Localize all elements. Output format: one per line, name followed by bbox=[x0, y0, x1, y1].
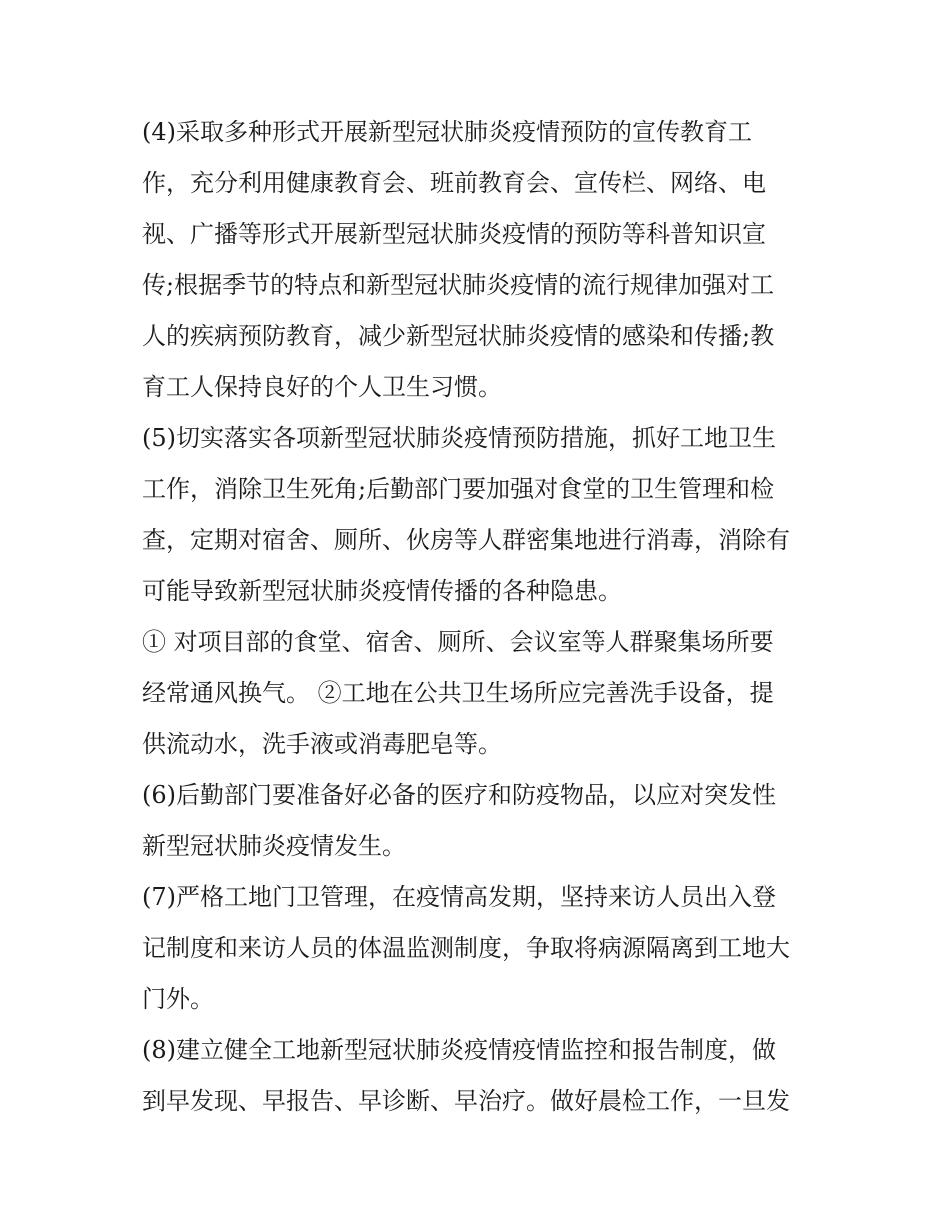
text-line: 作，充分利用健康教育会、班前教育会、宣传栏、网络、电 bbox=[142, 169, 766, 197]
text-line: 视、广播等形式开展新型冠状肺炎疫情的预防等科普知识宣 bbox=[142, 220, 766, 248]
text-line: 到早发现、早报告、早诊断、早治疗。做好晨检工作，一旦发 bbox=[142, 1087, 790, 1115]
text-line: 查，定期对宿舍、厕所、伙房等人群密集地进行消毒，消除有 bbox=[142, 526, 790, 554]
text-line: ① 对项目部的食堂、宿舍、厕所、会议室等人群聚集场所要 bbox=[142, 628, 774, 656]
text-line: 供流动水，洗手液或消毒肥皂等。 bbox=[142, 730, 502, 758]
text-line: (4)采取多种形式开展新型冠状肺炎疫情预防的宣传教育工 bbox=[142, 118, 752, 146]
text-line: 人的疾病预防教育，减少新型冠状肺炎疫情的感染和传播;教 bbox=[142, 322, 775, 350]
text-line: (6)后勤部门要准备好必备的医疗和防疫物品，以应对突发性 bbox=[142, 781, 776, 809]
document-body bbox=[142, 107, 832, 1127]
text-line: 门外。 bbox=[142, 985, 214, 1013]
text-line: 可能导致新型冠状肺炎疫情传播的各种隐患。 bbox=[142, 577, 622, 605]
text-line: 经常通风换气。 ②工地在公共卫生场所应完善洗手设备，提 bbox=[142, 679, 774, 707]
text-line: 工作，消除卫生死角;后勤部门要加强对食堂的卫生管理和检 bbox=[142, 475, 775, 503]
text-line: (8)建立健全工地新型冠状肺炎疫情疫情监控和报告制度，做 bbox=[142, 1036, 776, 1064]
text-line: 传;根据季节的特点和新型冠状肺炎疫情的流行规律加强对工 bbox=[142, 271, 775, 299]
text-line: (7)严格工地门卫管理，在疫情高发期，坚持来访人员出入登 bbox=[142, 883, 776, 911]
text-line: 记制度和来访人员的体温监测制度，争取将病源隔离到工地大 bbox=[142, 934, 790, 962]
text-line: 育工人保持良好的个人卫生习惯。 bbox=[142, 373, 502, 401]
text-line: (5)切实落实各项新型冠状肺炎疫情预防措施，抓好工地卫生 bbox=[142, 424, 776, 452]
text-line: 新型冠状肺炎疫情发生。 bbox=[142, 832, 406, 860]
